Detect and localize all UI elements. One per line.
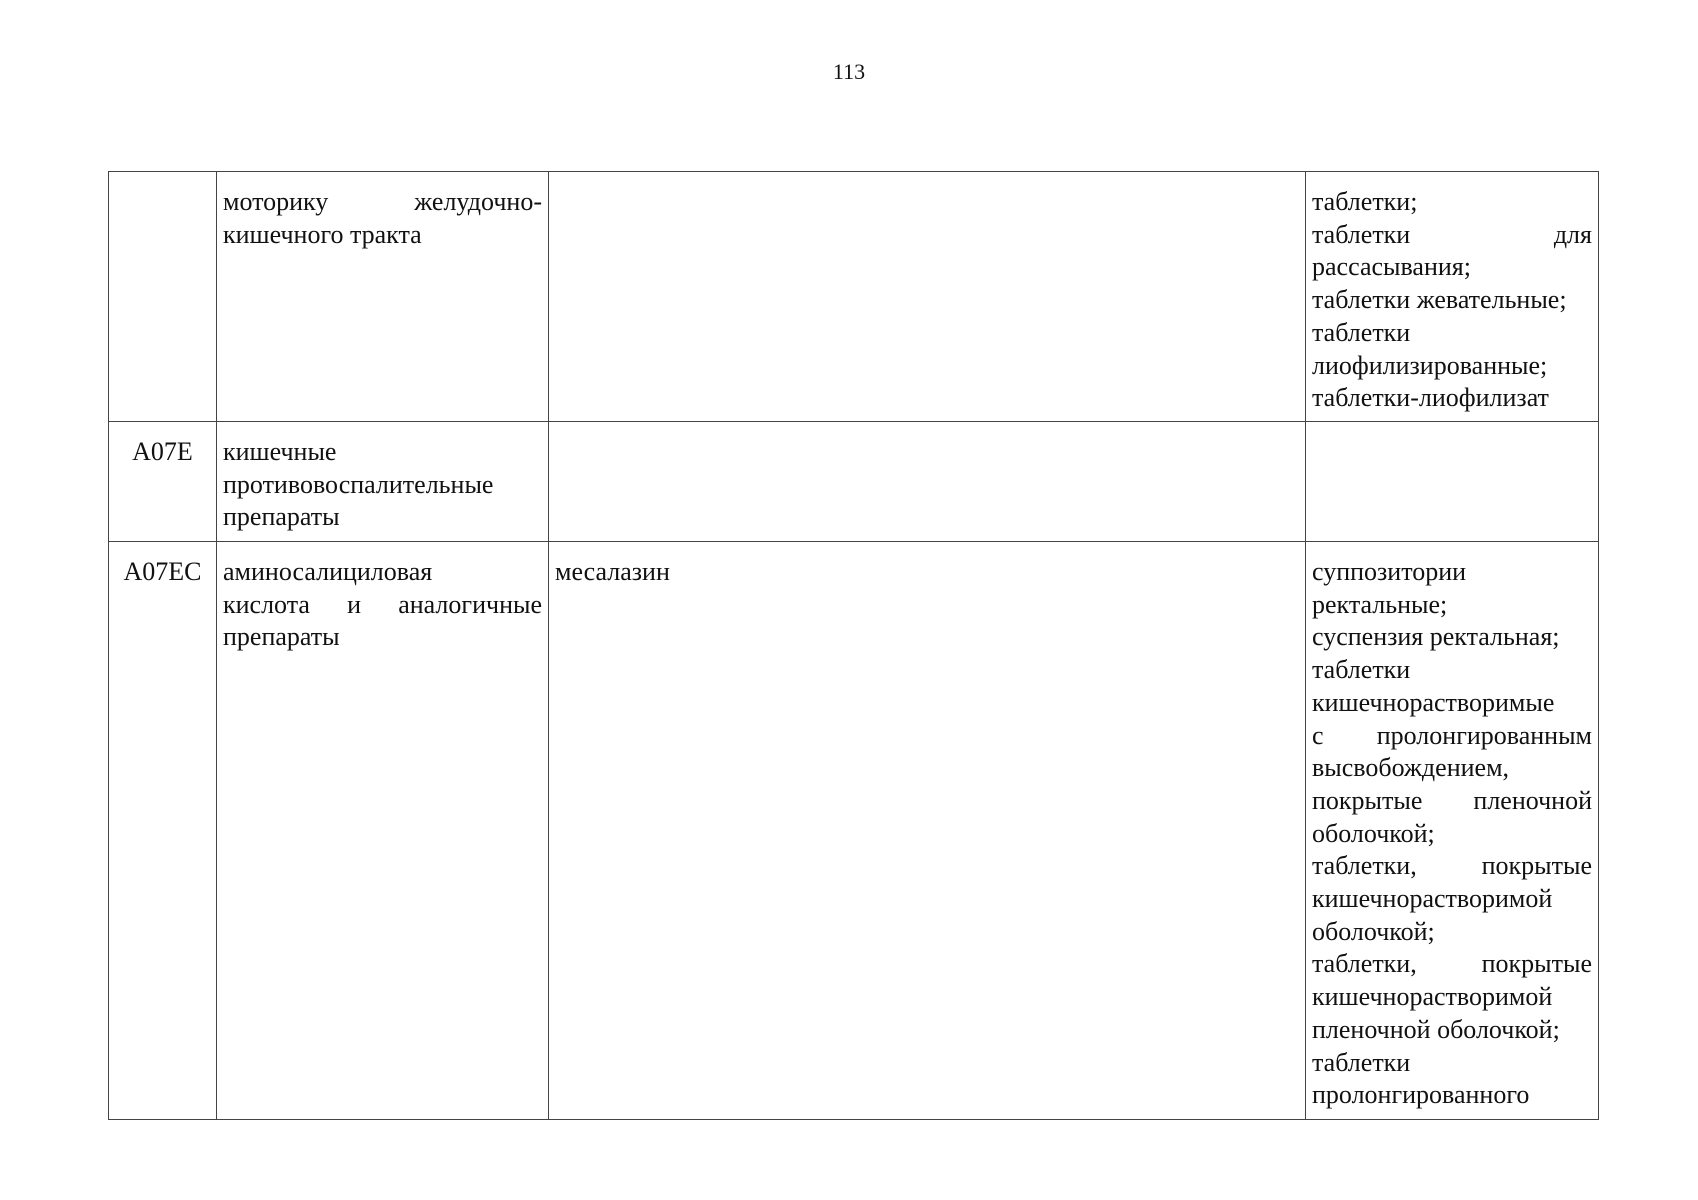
form-line: таблетки-лиофилизат <box>1312 383 1549 413</box>
form-line: пленочной оболочкой; <box>1312 1014 1560 1044</box>
form-line: ректальные; <box>1312 589 1448 619</box>
form-line: высвобождением, <box>1312 753 1510 783</box>
group-line: кислота и аналогичные <box>223 589 542 619</box>
substance-cell: месалазин <box>549 542 1306 1120</box>
group-line: препараты <box>223 622 340 652</box>
form-line: рассасывания; <box>1312 252 1471 282</box>
form-line: кишечнорастворимой <box>1312 884 1553 914</box>
dosage-forms-cell <box>1306 542 1599 1120</box>
substance-cell <box>549 172 1306 422</box>
table-row <box>109 422 1599 542</box>
group-cell <box>217 422 549 542</box>
group-line: противовоспалительные <box>223 469 494 499</box>
table-row <box>109 542 1599 1120</box>
form-line: лиофилизированные; <box>1312 350 1548 380</box>
form-line: таблетки, покрытые <box>1312 851 1592 881</box>
group-line: кишечные <box>223 437 337 466</box>
group-line: препараты <box>223 502 340 532</box>
group-line: моторику желудочно- <box>223 187 542 216</box>
group-line: аминосалициловая <box>223 557 433 586</box>
table-row <box>109 172 1599 422</box>
group-cell <box>217 172 549 422</box>
form-line: таблетки жевательные; <box>1312 285 1567 315</box>
form-line: с пролонгированным <box>1312 720 1592 750</box>
form-line: кишечнорастворимой <box>1312 982 1553 1012</box>
group-cell <box>217 542 549 1120</box>
atc-code-cell: A07E <box>109 422 217 542</box>
dosage-forms-cell <box>1306 422 1599 542</box>
form-line: таблетки <box>1312 1047 1411 1077</box>
form-line: оболочкой; <box>1312 916 1435 946</box>
form-line: суппозитории <box>1312 557 1467 586</box>
group-line: кишечного тракта <box>223 219 422 249</box>
form-line: таблетки, покрытые <box>1312 949 1592 979</box>
page-number: 113 <box>832 59 866 84</box>
form-line: таблетки <box>1312 655 1411 685</box>
form-line: оболочкой; <box>1312 818 1435 848</box>
form-line: суспензия ректальная; <box>1312 622 1560 652</box>
substance-cell <box>549 422 1306 542</box>
form-line: таблетки; <box>1312 187 1418 216</box>
drug-table <box>108 171 1599 1120</box>
form-line: таблетки для <box>1312 219 1592 249</box>
form-line: кишечнорастворимые <box>1312 687 1555 717</box>
form-line: пролонгированного <box>1312 1080 1530 1110</box>
atc-code-cell <box>109 172 217 422</box>
atc-code-cell: A07EC <box>109 542 217 1120</box>
form-line: таблетки <box>1312 317 1411 347</box>
form-line: покрытые пленочной <box>1312 785 1592 815</box>
dosage-forms-cell <box>1306 172 1599 422</box>
